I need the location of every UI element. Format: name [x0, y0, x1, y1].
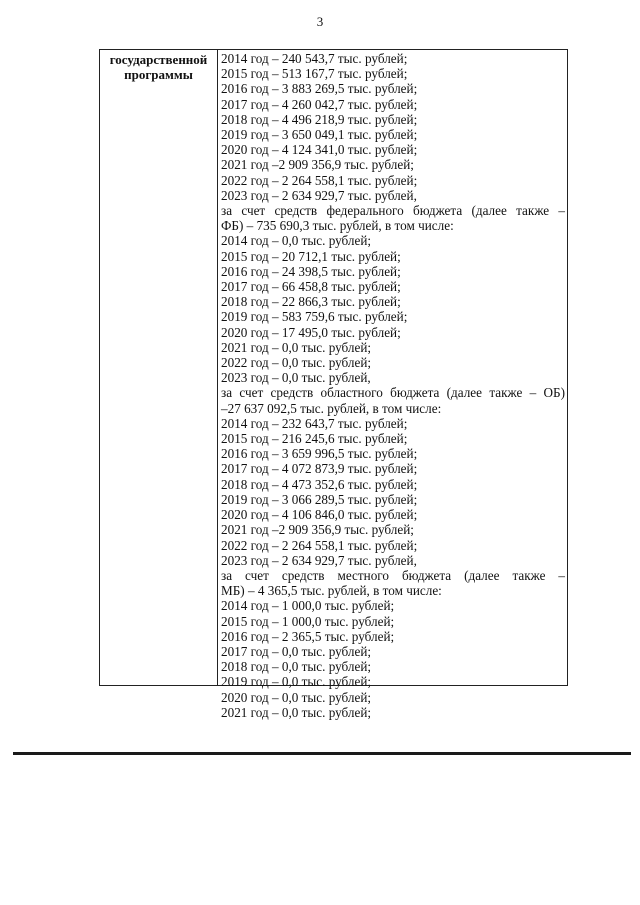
text-line: 2018 год – 0,0 тыс. рублей; [221, 659, 372, 675]
table-label-cell [100, 50, 218, 685]
text-line: 2014 год – 240 543,7 тыс. рублей; [221, 51, 408, 66]
bottom-divider [13, 752, 631, 755]
text-line: 2019 год – 0,0 тыс. рублей; [221, 674, 372, 690]
text-line: 2017 год – 4 260 042,7 тыс. рублей; [221, 96, 418, 112]
text-line: 2017 год – 66 458,8 тыс. рублей; [221, 279, 401, 295]
text-line: 2016 год – 3 659 996,5 тыс. рублей; [221, 446, 418, 462]
text-line: 2016 год – 24 398,5 тыс. рублей; [221, 263, 401, 279]
text-line: 2020 год – 17 495,0 тыс. рублей; [221, 324, 401, 340]
text-line: 2021 год –2 909 356,9 тыс. рублей; [221, 157, 414, 173]
text-line: 2015 год – 20 712,1 тыс. рублей; [221, 248, 401, 264]
text-line: 2016 год – 2 365,5 тыс. рублей; [221, 628, 395, 644]
text-line: 2020 год – 0,0 тыс. рублей; [221, 689, 372, 705]
text-line: 2017 год – 0,0 тыс. рублей; [221, 643, 372, 659]
text-line: 2014 год – 1 000,0 тыс. рублей; [221, 598, 395, 614]
text-line: ФБ) – 735 690,3 тыс. рублей, в том числе: [221, 218, 454, 234]
text-line: 2019 год – 3 066 289,5 тыс. рублей; [221, 491, 418, 507]
text-line: 2022 год – 2 264 558,1 тыс. рублей; [221, 537, 418, 553]
text-line: 2018 год – 4 473 352,6 тыс. рублей; [221, 476, 418, 492]
label-line-1: государственной [109, 52, 208, 67]
text-line: 2016 год – 3 883 269,5 тыс. рублей; [221, 81, 418, 97]
text-line: –27 637 092,5 тыс. рублей, в том числе: [221, 400, 442, 416]
text-line: МБ) – 4 365,5 тыс. рублей, в том числе: [221, 583, 442, 599]
text-line: 2018 год – 4 496 218,9 тыс. рублей; [221, 111, 418, 127]
text-line: 2023 год – 0,0 тыс. рублей, [221, 370, 371, 386]
text-line: за счет средств местного бюджета (далее также – [221, 567, 565, 583]
text-line: 2023 год – 2 634 929,7 тыс. рублей, [221, 187, 417, 203]
text-line: 2015 год – 216 245,6 тыс. рублей; [221, 431, 408, 447]
text-line: 2017 год – 4 072 873,9 тыс. рублей; [221, 461, 418, 477]
funding-table [99, 49, 568, 720]
text-line: 2021 год – 0,0 тыс. рублей; [221, 339, 372, 355]
text-line: 2022 год – 2 264 558,1 тыс. рублей; [221, 172, 418, 188]
text-line: 2015 год – 513 167,7 тыс. рублей; [221, 66, 408, 82]
table-content-cell [218, 50, 567, 720]
text-line: 2018 год – 22 866,3 тыс. рублей; [221, 294, 401, 310]
text-line: 2015 год – 1 000,0 тыс. рублей; [221, 613, 395, 629]
text-line: 2019 год – 3 650 049,1 тыс. рублей; [221, 127, 418, 143]
text-line: 2020 год – 4 124 341,0 тыс. рублей; [221, 142, 418, 158]
text-line: 2022 год – 0,0 тыс. рублей; [221, 355, 372, 371]
text-line: 2021 год –2 909 356,9 тыс. рублей; [221, 522, 414, 538]
text-line: 2020 год – 4 106 846,0 тыс. рублей; [221, 507, 418, 523]
text-line: за счет средств федерального бюджета (далее также – [221, 203, 565, 219]
text-line: 2023 год – 2 634 929,7 тыс. рублей, [221, 552, 417, 568]
text-line: 2019 год – 583 759,6 тыс. рублей; [221, 309, 408, 325]
page-number: 3 [316, 14, 324, 29]
text-line: 2014 год – 0,0 тыс. рублей; [221, 233, 372, 249]
text-line: 2021 год – 0,0 тыс. рублей; [221, 704, 372, 720]
label-line-2: программы [124, 67, 193, 82]
text-line: 2014 год – 232 643,7 тыс. рублей; [221, 415, 408, 431]
text-line: за счет средств областного бюджета (далее также – ОБ) [221, 385, 565, 401]
